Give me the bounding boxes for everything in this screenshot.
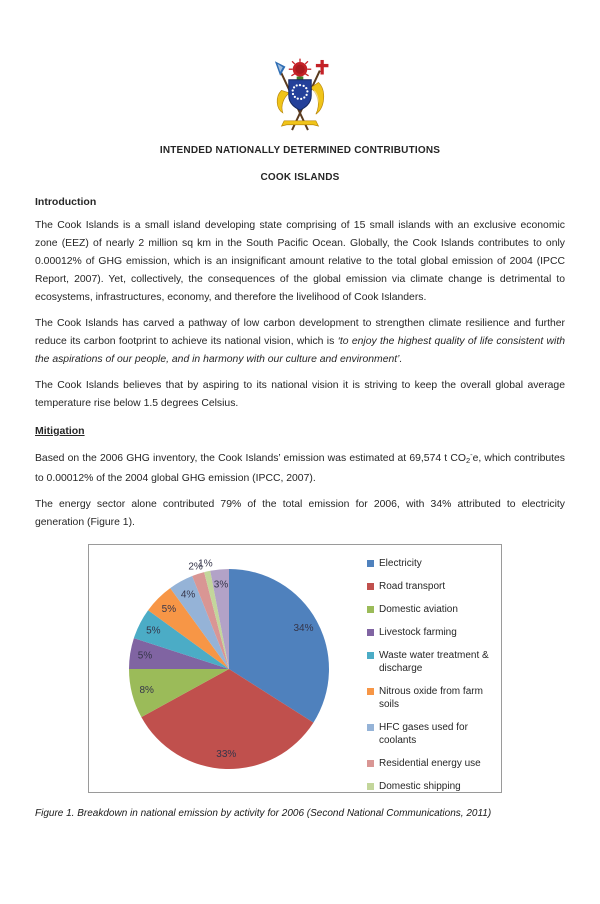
legend-item-electricity: [367, 557, 497, 570]
chart-legend: [367, 557, 497, 793]
legend-swatch-icon: [367, 583, 374, 590]
legend-label: Livestock farming: [379, 626, 457, 639]
pie-data-label: 4%: [181, 590, 196, 601]
coat-of-arms-icon: [260, 56, 340, 134]
cook-islands-coat-of-arms: [260, 56, 340, 134]
legend-swatch-icon: [367, 606, 374, 613]
intro-paragraph-2-text: The Cook Islands has carved a pathway of low carbon development to strengthen climate resilience and further reduce its carbon footprint to achieve its national vision, which is: [35, 318, 565, 347]
legend-label: Electricity: [379, 557, 422, 570]
legend-swatch-icon: [367, 724, 374, 731]
legend-item-road-transport: [367, 580, 497, 593]
document-page: [0, 56, 600, 904]
pie-data-label: 2%: [188, 561, 203, 572]
pie-data-label: 5%: [146, 625, 161, 636]
legend-label: Domestic shipping: [379, 780, 461, 793]
pie-data-label: 5%: [162, 604, 177, 615]
intro-paragraph-2: [35, 315, 565, 369]
intro-paragraph-1: The Cook Islands is a small island developing state comprising of 15 small islands with an exclusive economic zone (EEZ) of nearly 2 million sq km in the South Pacific Ocean. Globally, the Cook Islands contributes to only 0.00012% of GHG emission, which is an insignificant amount relative to the total global emission of 2004 (IPCC Report, 2007). Yet, collectively, the consequences of the global emission via climate change is detrimental to ecosystems, infrastructures, economy, and therefore the livelihood of Cook Islanders.: [35, 217, 565, 307]
legend-item-domestic-aviation: [367, 603, 497, 616]
intro-paragraph-3: The Cook Islands believes that by aspiring to its national vision it is striving to keep the overall global average temperature rise below 1.5 degrees Celsius.: [35, 377, 565, 413]
mitigation-paragraph-2: The energy sector alone contributed 79% of the total emission for 2006, with 34% attributed to electricity generation (Figure 1).: [35, 496, 565, 532]
figure1-pie-chart: [88, 544, 502, 793]
legend-label: Residential energy use: [379, 757, 481, 770]
national-vision-quote: ‘to enjoy the highest quality of life consistent with the aspirations of our people, and in harmony with our culture and environment’.: [35, 336, 565, 365]
legend-label: Domestic aviation: [379, 603, 458, 616]
co2-superscript-minus: -: [470, 450, 473, 459]
pie-data-label: 33%: [216, 749, 236, 760]
legend-swatch-icon: [367, 560, 374, 567]
legend-swatch-icon: [367, 760, 374, 767]
legend-label: Waste water treatment & discharge: [379, 649, 497, 675]
mitigation-heading: Mitigation: [35, 425, 565, 438]
pie-data-label: 5%: [138, 651, 153, 662]
legend-item-nitrous-oxide-from-farm-soils: [367, 685, 497, 711]
pie-data-label: 1%: [198, 559, 213, 570]
legend-swatch-icon: [367, 652, 374, 659]
co2-subscript: 2: [466, 456, 470, 465]
introduction-heading: Introduction: [35, 196, 565, 209]
mitigation-paragraph-1: [35, 446, 565, 488]
legend-swatch-icon: [367, 688, 374, 695]
legend-label: Nitrous oxide from farm soils: [379, 685, 497, 711]
mitigation-paragraph-1-rest: e, which contributes to 0.00012% of the 2004 global GHG emission (IPCC, 2007).: [35, 453, 565, 484]
pie-data-label: 34%: [293, 623, 313, 634]
legend-swatch-icon: [367, 783, 374, 790]
legend-item-waste-water-treatment-discharge: [367, 649, 497, 675]
legend-swatch-icon: [367, 629, 374, 636]
page-subtitle: COOK ISLANDS: [35, 171, 565, 184]
pie-data-label: 3%: [214, 579, 229, 590]
page-title: INTENDED NATIONALLY DETERMINED CONTRIBUTIONS: [35, 144, 565, 157]
mitigation-paragraph-1-text: Based on the 2006 GHG inventory, the Cook Islands’ emission was estimated at 69,574 t CO: [35, 453, 466, 464]
legend-label: Road transport: [379, 580, 445, 593]
legend-item-hfc-gases-used-for-coolants: [367, 721, 497, 747]
legend-item-domestic-shipping: [367, 780, 497, 793]
legend-item-livestock-farming: [367, 626, 497, 639]
legend-item-residential-energy-use: [367, 757, 497, 770]
figure1-caption: Figure 1. Breakdown in national emission by activity for 2006 (Second National Communications, 2011): [35, 807, 565, 820]
pie-data-label: 8%: [139, 685, 154, 696]
legend-label: HFC gases used for coolants: [379, 721, 497, 747]
